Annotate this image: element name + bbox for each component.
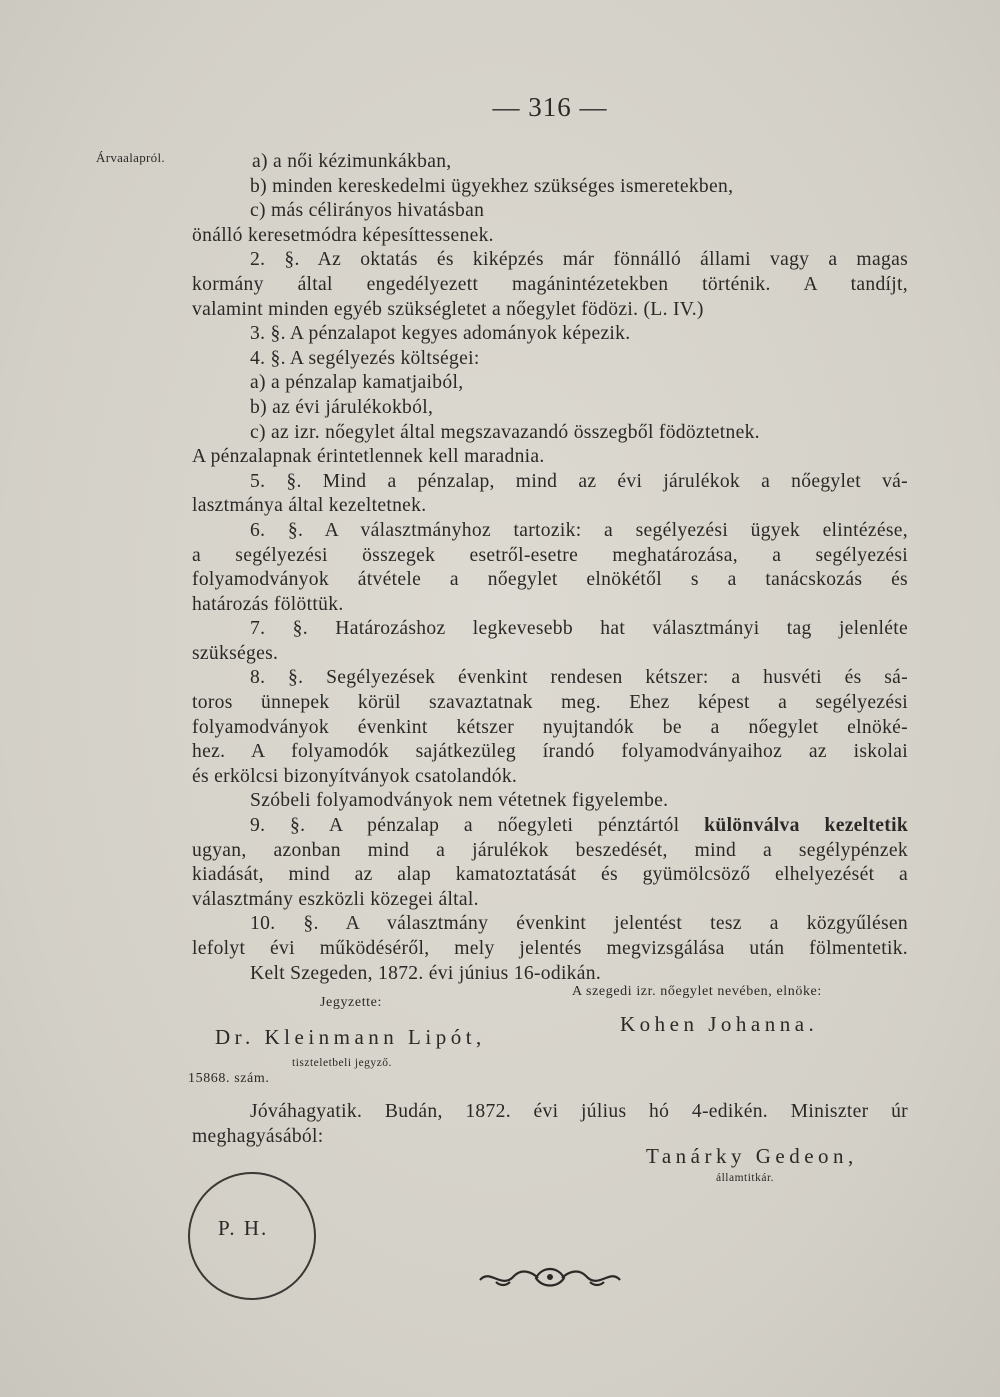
seal-text: P. H. — [218, 1216, 269, 1240]
text-line — [192, 863, 908, 888]
emphasized-text: különválva kezeltetik — [704, 815, 909, 837]
text-line — [192, 666, 908, 691]
text-line-content: kiadását, mind az alap kamatoztatását és gyümölcsöző elhelyezését a — [192, 864, 908, 886]
text-line-content: választmány eszközli közegei által. — [192, 888, 479, 910]
text-line — [192, 691, 908, 716]
text-line-content: a segélyezési összegek esetről-esetre meghatározása, a segélyezési — [192, 544, 908, 566]
text-line-content: b) minden kereskedelmi ügyekhez szükséges ismeretekben, — [250, 175, 734, 197]
text-line — [192, 248, 908, 273]
margin-note: Árvaalapról. — [96, 150, 165, 165]
text-line-content: határozás fölöttük. — [192, 593, 344, 615]
text-line-content: ugyan, azonban mind a járulékok beszedését, mind a segélypénzek — [192, 839, 908, 861]
left-signer-name: Dr. Kleinmann Lipót, — [215, 1025, 486, 1049]
text-line — [192, 470, 908, 495]
approval-signer: Tanárky Gedeon, — [646, 1144, 858, 1168]
text-line — [192, 421, 908, 446]
text-line — [192, 839, 908, 864]
text-line-content: hez. A folyamodók sajátkezüleg írandó folyamodványaihoz az iskolai — [192, 741, 908, 763]
text-line — [192, 814, 908, 839]
text-line-content: b) az évi járulékokból, — [250, 396, 434, 418]
body-text — [192, 150, 908, 986]
approval-block — [192, 1100, 908, 1149]
text-line-content: önálló keresetmódra képesíttessenek. — [192, 224, 494, 246]
text-line-content: 8. §. Segélyezések évenkint rendesen kétszer: a husvéti és sá- — [250, 667, 908, 689]
approval-line-1: Jóváhagyatik. Budán, 1872. évi július hó 4-edikén. Miniszter úr — [250, 1101, 908, 1122]
text-line — [192, 224, 908, 249]
text-line-content: lasztmánya által kezeltetnek. — [192, 495, 427, 517]
text-line — [192, 937, 908, 962]
text-line — [192, 912, 908, 937]
text-line — [192, 199, 908, 224]
text-line — [192, 642, 908, 667]
text-line — [192, 593, 908, 618]
text-line-content: c) más célirányos hivatásban — [250, 200, 485, 222]
text-line — [192, 568, 908, 593]
text-line-content: 4. §. A segélyezés költségei: — [250, 347, 480, 369]
text-line — [192, 396, 908, 421]
text-line-content: 10. §. A választmány évenkint jelentést tesz a közgyűlésen — [250, 913, 908, 935]
text-line-content: 5. §. Mind a pénzalap, mind az évi járulékok a nőegylet vá- — [250, 470, 908, 492]
left-signer-title: tiszteletbeli jegyző. — [292, 1057, 392, 1069]
document-number: 15868. szám. — [188, 1071, 270, 1086]
text-line-content: A pénzalapnak érintetlennek kell maradnia. — [192, 446, 545, 468]
text-line — [192, 175, 908, 200]
text-line-content: 6. §. A választmányhoz tartozik: a segélyezési ügyek elintézése, — [250, 519, 908, 541]
text-line-content: 9. §. A pénzalap a nőegyleti pénztártól — [250, 815, 705, 837]
right-signer-name: Kohen Johanna. — [620, 1012, 819, 1036]
text-line — [192, 888, 908, 913]
left-signature-heading: Jegyzette: — [320, 995, 382, 1010]
text-line — [192, 617, 908, 642]
text-line — [192, 150, 908, 175]
text-line-content: toros ünnepek körül szavaztatnak meg. Ehez képest a segélyezési — [192, 692, 908, 714]
text-line — [192, 494, 908, 519]
approval-signer-title: államtitkár. — [716, 1172, 775, 1184]
text-line-content: folyamodványok átvétele a nőegylet elnökétől s a tanácskozás és — [192, 569, 908, 591]
text-line — [192, 298, 908, 323]
text-line-content: a) a női kézimunkákban, — [252, 151, 452, 172]
text-line — [192, 544, 908, 569]
text-line-content: Kelt Szegeden, 1872. évi június 16-odikán. — [250, 962, 602, 984]
text-line-content: 2. §. Az oktatás és kiképzés már fönnálló állami vagy a magas — [250, 249, 908, 271]
text-line-content: 7. §. Határozáshoz legkevesebb hat választmányi tag jelenléte — [250, 618, 908, 640]
text-line-content: szükséges. — [192, 642, 279, 664]
text-line-content: valamint minden egyéb szükségletet a nőegylet födözi. (L. IV.) — [192, 298, 704, 320]
text-line — [192, 347, 908, 372]
text-line — [192, 716, 908, 741]
text-line-content: és erkölcsi bizonyítványok csatolandók. — [192, 765, 518, 787]
ornament-icon — [476, 1262, 624, 1292]
text-line-content: lefolyt évi működéséről, mely jelentés megvizsgálása után fölmentetik. — [192, 938, 908, 959]
text-line — [192, 519, 908, 544]
text-line — [192, 789, 908, 814]
text-line-content: kormány által engedélyezett magánintézetekben történik. A tandíjt, — [192, 273, 908, 295]
text-line — [192, 371, 908, 396]
approval-line-2: meghagyásából: — [192, 1125, 324, 1147]
text-line — [192, 445, 908, 470]
page-number: — 316 — — [492, 92, 608, 122]
text-line-content: Szóbeli folyamodványok nem vétetnek figyelembe. — [250, 790, 669, 812]
text-line-content: c) az izr. nőegylet által megszavazandó összegből födöztetnek. — [250, 421, 760, 443]
text-line — [192, 740, 908, 765]
right-signature-heading: A szegedi izr. nőegylet nevében, elnöke: — [572, 984, 822, 999]
text-line — [192, 273, 908, 298]
text-line-content: folyamodványok évenkint kétszer nyujtandók be a nőegylet elnöké- — [192, 716, 908, 738]
text-line — [192, 765, 908, 790]
text-line-content: 3. §. A pénzalapot kegyes adományok képezik. — [250, 323, 631, 345]
text-line-content: a) a pénzalap kamatjaiból, — [250, 372, 464, 394]
text-line — [192, 962, 908, 987]
text-line — [192, 322, 908, 347]
